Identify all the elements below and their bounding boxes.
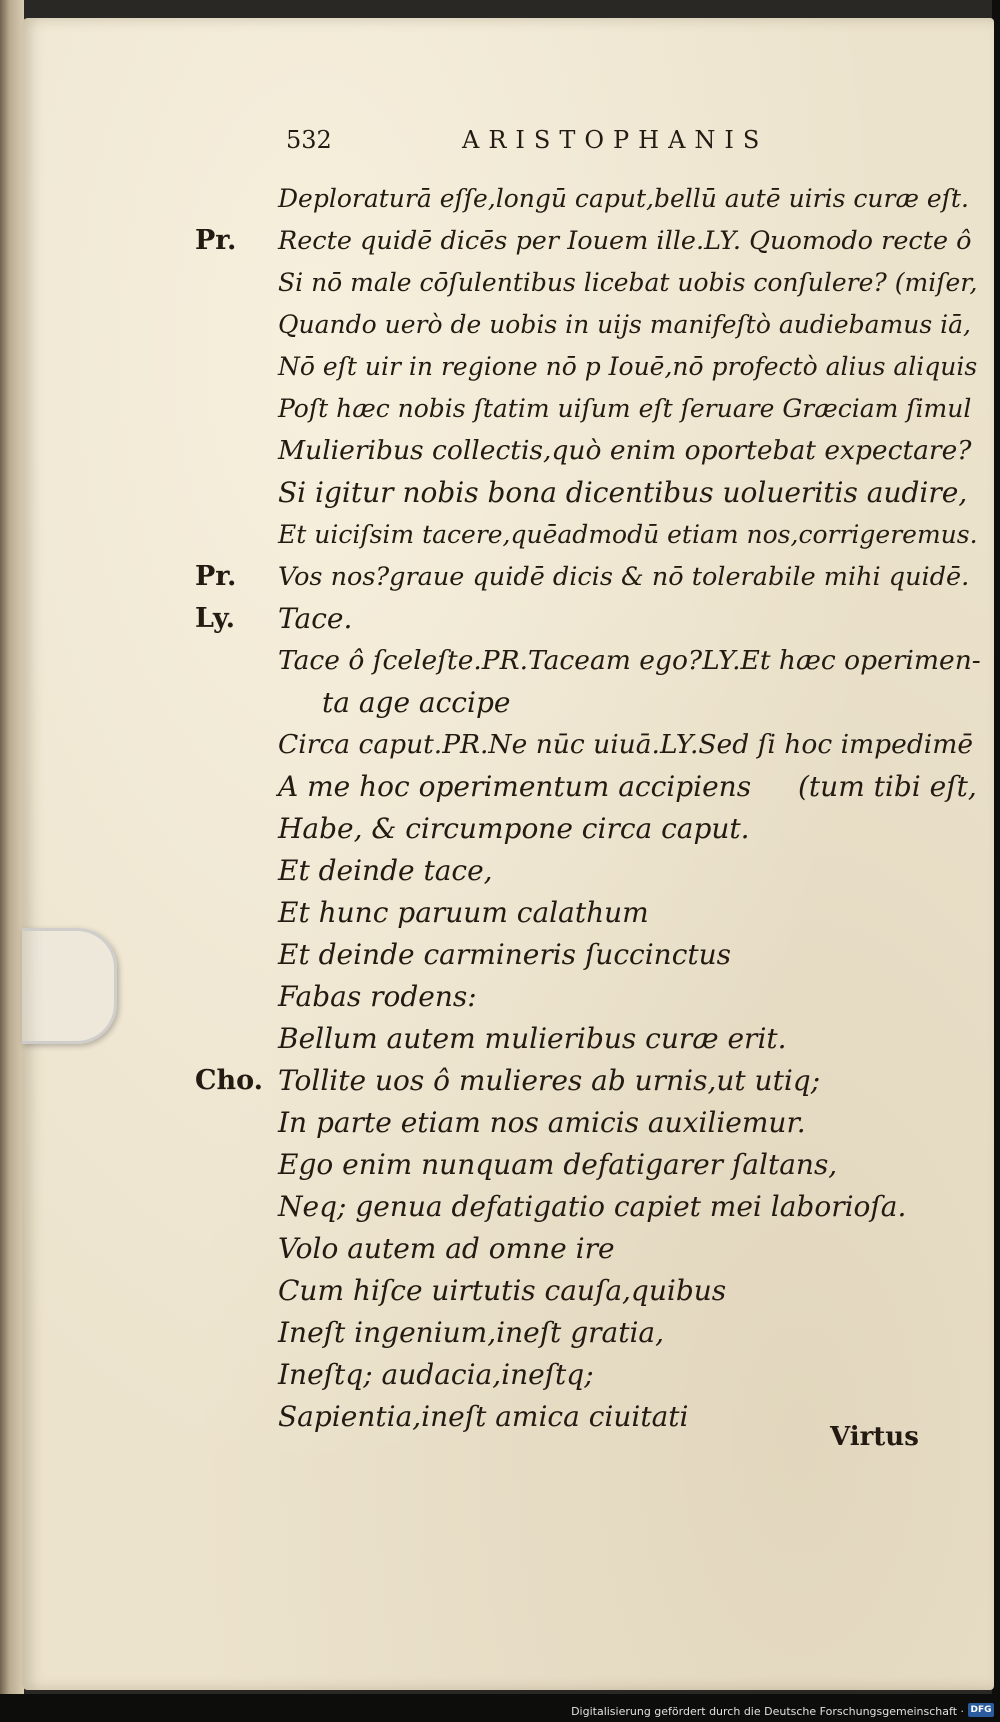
verse-text: Mulieribus collectis,quò enim oportebat expectare?: [278, 435, 972, 466]
verse-turnover: (tum tibi eſt,: [798, 770, 977, 803]
verse-text: Tace.: [278, 602, 353, 635]
verse-line: [22, 724, 994, 766]
verse-line: [22, 598, 994, 640]
page-header: [22, 126, 994, 162]
verse-text: A me hoc operimentum accipiens: [278, 770, 752, 803]
verse-text: Et deinde tace,: [278, 854, 493, 887]
speaker-label: Pr.: [195, 225, 237, 256]
verse-text: Vos nos?graue quidē dicis & nō tolerabile mihi quidē.: [278, 562, 970, 592]
speaker-label: Ly.: [195, 603, 236, 634]
speaker-label: Cho.: [195, 1065, 264, 1096]
verse-text: Ineſt ingenium,ineſt gratia,: [278, 1316, 665, 1349]
verse-line: [22, 262, 994, 304]
funding-credit: Digitalisierung gefördert durch die Deutsche Forschungsgemeinschaft ·: [571, 1705, 964, 1718]
verse-line: [22, 934, 994, 976]
verse-text: Habe, & circumpone circa caput.: [278, 812, 750, 845]
catchword: Virtus: [830, 1422, 919, 1452]
footer-bar: [0, 1694, 1000, 1722]
verse-line: [22, 304, 994, 346]
dfg-logo-icon: DFG: [968, 1703, 994, 1717]
verse-line: [22, 808, 994, 850]
verse-line: [22, 682, 994, 724]
page-number: 532: [286, 126, 332, 154]
verse-text: Ineſtq; audacia,ineſtq;: [278, 1358, 594, 1391]
verse-text: Recte quidē dicēs per Iouem ille.LY. Quomodo recte ô: [278, 226, 972, 256]
verse-text: Neq; genua defatigatio capiet mei laborioſa.: [278, 1190, 907, 1223]
verse-text: Circa caput.PR.Ne nūc uiuā.LY.Sed ſi hoc impedimē: [278, 729, 974, 760]
book-page: [22, 18, 994, 1690]
verse-text: Bellum autem mulieribus curæ erit.: [278, 1022, 787, 1055]
verse-line: [22, 430, 994, 472]
verse-line: [22, 388, 994, 430]
verse-line: [22, 1060, 994, 1102]
verse-text: Cum hiſce uirtutis cauſa,quibus: [278, 1274, 727, 1307]
verse-text-block: [22, 178, 994, 1438]
verse-text: Tollite uos ô mulieres ab urnis,ut utiq;: [278, 1064, 821, 1097]
verse-text: Poſt hæc nobis ſtatim uiſum eſt ſeruare Græciam ſimul: [278, 394, 972, 423]
verse-line: [22, 850, 994, 892]
verse-line: [22, 1312, 994, 1354]
verse-text: ta age accipe: [322, 686, 511, 719]
verse-line: [22, 1228, 994, 1270]
verse-line: [22, 766, 994, 808]
verse-line: [22, 1186, 994, 1228]
verse-text: Nō eſt uir in regione nō p Iouē,nō profectò alius aliquis: [278, 352, 978, 381]
verse-line: [22, 514, 994, 556]
verse-line: [22, 1144, 994, 1186]
verse-text: Deploraturā eſſe,longū caput,bellū autē uiris curæ eſt.: [278, 184, 969, 213]
book-spine-edge: [0, 0, 24, 1722]
verse-line: [22, 178, 994, 220]
verse-text: Tace ô ſceleſte.PR.Taceam ego?LY.Et hæc operimen-: [278, 645, 981, 676]
verse-line: [22, 220, 994, 262]
verse-text: Quando uerò de uobis in uijs manifeſtò audiebamus iā,: [278, 310, 971, 339]
running-title: ARISTOPHANIS: [462, 126, 769, 154]
verse-text: Et uiciſsim tacere,quēadmodū etiam nos,corrigeremus.: [278, 520, 978, 549]
verse-text: Si nō male cōſulentibus licebat uobis conſulere? (miſer,: [278, 268, 978, 297]
verse-text: In parte etiam nos amicis auxiliemur.: [278, 1106, 806, 1139]
verse-line: [22, 976, 994, 1018]
verse-line: [22, 1354, 994, 1396]
speaker-label: Pr.: [195, 561, 237, 592]
verse-text: Si igitur nobis bona dicentibus uolueritis audire,: [278, 476, 968, 509]
verse-line: [22, 472, 994, 514]
verse-line: [22, 346, 994, 388]
verse-line: [22, 1102, 994, 1144]
verse-text: Fabas rodens:: [278, 980, 477, 1013]
verse-text: Ego enim nunquam defatigarer ſaltans,: [278, 1148, 838, 1181]
verse-text: Et hunc paruum calathum: [278, 896, 649, 929]
verse-line: [22, 892, 994, 934]
verse-line: [22, 640, 994, 682]
verse-text: Volo autem ad omne ire: [278, 1232, 615, 1265]
verse-line: [22, 1018, 994, 1060]
verse-text: Sapientia,ineſt amica ciuitati: [278, 1400, 689, 1433]
verse-line: [22, 1270, 994, 1312]
verse-text: Et deinde carmineris ſuccinctus: [278, 938, 732, 971]
verse-line: [22, 556, 994, 598]
